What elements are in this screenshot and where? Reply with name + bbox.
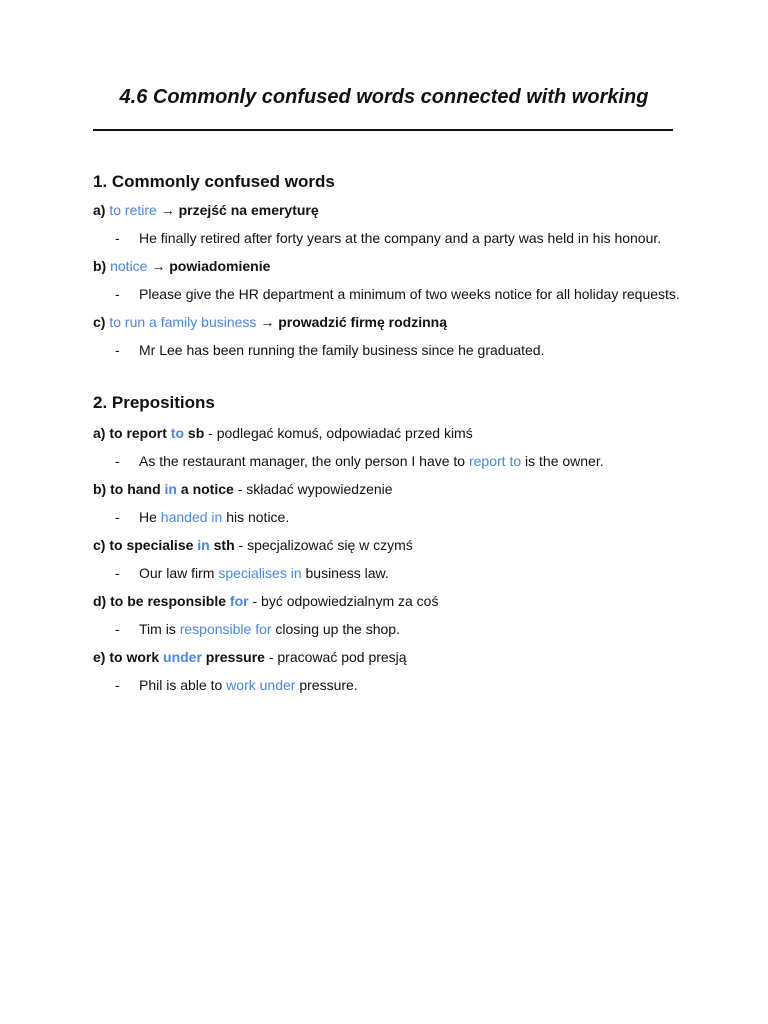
example-sentence: [93, 615, 683, 643]
example-highlight: responsible for: [179, 621, 272, 637]
example-text-end: business law.: [305, 565, 389, 581]
example-text-start: Tim is: [139, 621, 176, 637]
preposition-item: [93, 531, 683, 559]
arrow-glyph: →: [160, 202, 175, 218]
example-sentence: [93, 503, 683, 531]
preposition: under: [163, 649, 202, 665]
bullet-dash: -: [115, 565, 120, 581]
bullet-dash: -: [115, 453, 120, 469]
example-text: Please give the HR department a minimum of two weeks notice for all holiday requests.: [139, 286, 680, 302]
example-highlight: report to: [468, 453, 522, 469]
example-sentence: [93, 224, 683, 252]
bullet-dash: -: [115, 621, 120, 637]
bullet-dash: -: [115, 342, 120, 358]
vocab-translation: powiadomienie: [169, 258, 271, 274]
preposition: to: [170, 425, 185, 441]
example-text-start: He: [139, 509, 157, 525]
preposition-item: [93, 587, 683, 615]
example-text: He finally retired after forty years at the company and a party was held in his honour.: [139, 230, 662, 246]
phrase-start: to report: [109, 425, 167, 441]
phrase-start: to specialise: [109, 537, 194, 553]
section-heading-prepositions: 2. Prepositions: [93, 393, 215, 412]
preposition: in: [197, 537, 210, 553]
phrase-translation: - być odpowiedzialnym za coś: [252, 593, 439, 609]
vocab-translation: przejść na emeryturę: [178, 202, 319, 218]
example-highlight: work under: [226, 677, 296, 693]
preposition-item: [93, 419, 683, 447]
example-sentence: [93, 671, 683, 699]
example-text-end: closing up the shop.: [275, 621, 400, 637]
item-letter: a): [93, 202, 106, 218]
preposition-item: [93, 475, 683, 503]
example-sentence: [93, 447, 683, 475]
confused-words-list: [93, 196, 683, 364]
example-highlight: specialises in: [218, 565, 302, 581]
arrow-glyph: →: [260, 314, 275, 330]
arrow-glyph: →: [151, 258, 166, 274]
preposition: in: [164, 481, 177, 497]
bullet-dash: -: [115, 286, 120, 302]
example-highlight: handed in: [160, 509, 223, 525]
bullet-dash: -: [115, 677, 120, 693]
vocab-term: notice: [110, 258, 148, 274]
phrase-end: sth: [213, 537, 235, 553]
phrase-translation: - pracować pod presją: [268, 649, 407, 665]
page-title: 4.6 Commonly confused words connected with working: [119, 86, 649, 108]
vocab-item: [93, 308, 683, 336]
phrase-start: to hand: [110, 481, 161, 497]
example-text-end: pressure.: [299, 677, 358, 693]
item-letter: c): [93, 314, 106, 330]
phrase-translation: - specjalizować się w czymś: [238, 537, 413, 553]
item-letter: e): [93, 649, 106, 665]
item-letter: b): [93, 258, 107, 274]
bullet-dash: -: [115, 509, 120, 525]
example-text: Mr Lee has been running the family business since he graduated.: [139, 342, 545, 358]
prepositions-list: [93, 419, 683, 699]
vocab-term: to run a family business: [109, 314, 257, 330]
bullet-dash: -: [115, 230, 120, 246]
example-text-end: is the owner.: [525, 453, 604, 469]
example-text-start: As the restaurant manager, the only person I have to: [139, 453, 466, 469]
example-text-end: his notice.: [226, 509, 290, 525]
vocab-item: [93, 252, 683, 280]
vocab-item: [93, 196, 683, 224]
item-letter: a): [93, 425, 106, 441]
example-sentence: [93, 280, 683, 308]
title-underline: [93, 129, 673, 131]
phrase-translation: - składać wypowiedzenie: [237, 481, 393, 497]
preposition-item: [93, 643, 683, 671]
example-text-start: Our law firm: [139, 565, 215, 581]
phrase-translation: - podlegać komuś, odpowiadać przed kimś: [208, 425, 473, 441]
vocab-translation: prowadzić firmę rodzinną: [278, 314, 448, 330]
item-letter: b): [93, 481, 107, 497]
example-sentence: [93, 559, 683, 587]
vocab-term: to retire: [109, 202, 157, 218]
document-body: [93, 168, 683, 699]
phrase-end: pressure: [205, 649, 265, 665]
phrase-end: a notice: [180, 481, 234, 497]
section-heading-confused-words: 1. Commonly confused words: [93, 172, 335, 191]
item-letter: d): [93, 593, 107, 609]
example-sentence: [93, 336, 683, 364]
phrase-start: to work: [109, 649, 160, 665]
phrase-start: to be responsible: [110, 593, 227, 609]
preposition: for: [229, 593, 249, 609]
example-text-start: Phil is able to: [139, 677, 223, 693]
phrase-end: sb: [187, 425, 205, 441]
item-letter: c): [93, 537, 106, 553]
